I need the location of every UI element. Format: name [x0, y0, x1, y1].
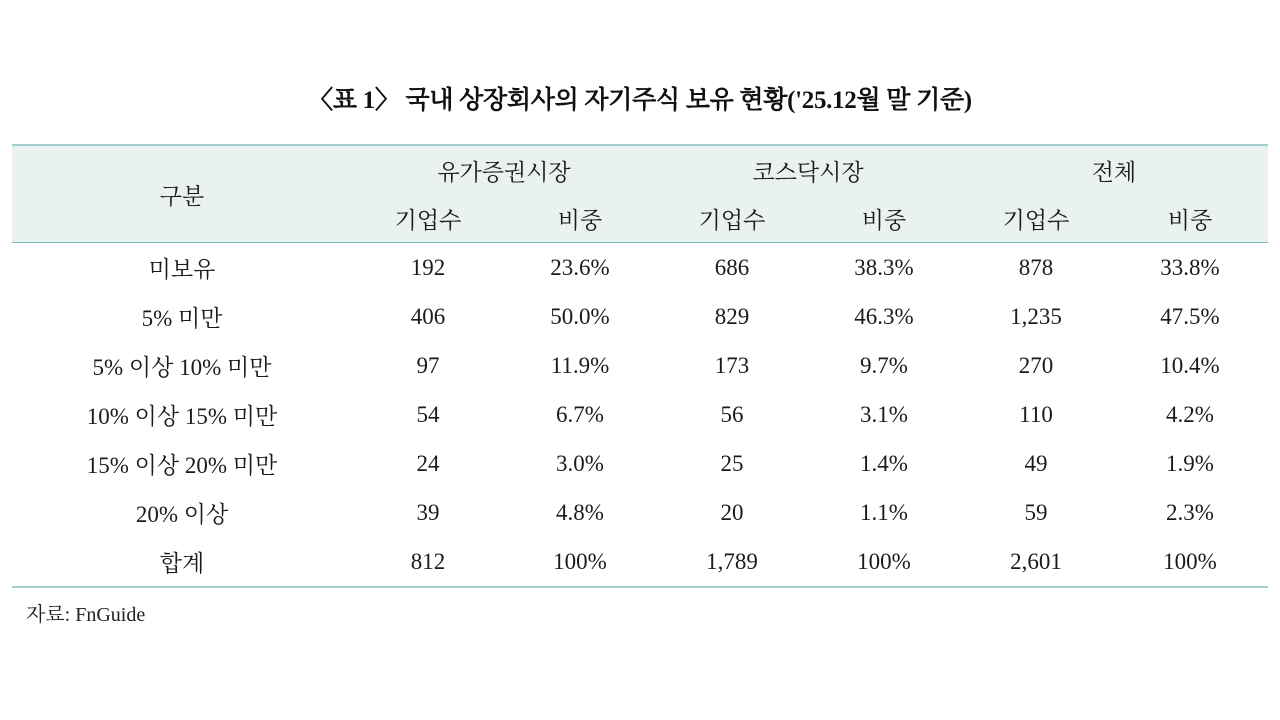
table-row-total [12, 537, 1268, 587]
table-container [0, 144, 1280, 627]
row-label: 미보유 [12, 243, 352, 293]
cell-kospi-count: 97 [352, 341, 504, 390]
cell-total-share: 1.9% [1112, 439, 1268, 488]
header-sub-kosdaq-share: 비중 [808, 194, 960, 243]
cell-total-count: 2,601 [960, 537, 1112, 587]
header-sub-kosdaq-count: 기업수 [656, 194, 808, 243]
cell-kosdaq-share: 3.1% [808, 390, 960, 439]
cell-kosdaq-share: 38.3% [808, 243, 960, 293]
row-label: 합계 [12, 537, 352, 587]
cell-total-share: 33.8% [1112, 243, 1268, 293]
table-row [12, 341, 1268, 390]
row-label: 20% 이상 [12, 488, 352, 537]
cell-kosdaq-share: 1.4% [808, 439, 960, 488]
row-label: 5% 미만 [12, 292, 352, 341]
table-body [12, 243, 1268, 588]
header-sub-kospi-share: 비중 [504, 194, 656, 243]
source-note: 자료: FnGuide [26, 604, 146, 626]
table-row [12, 292, 1268, 341]
cell-kospi-share: 3.0% [504, 439, 656, 488]
header-group-kosdaq: 코스닥시장 [656, 145, 960, 194]
cell-total-count: 110 [960, 390, 1112, 439]
cell-total-share: 47.5% [1112, 292, 1268, 341]
cell-total-count: 878 [960, 243, 1112, 293]
cell-kosdaq-count: 173 [656, 341, 808, 390]
cell-kosdaq-share: 1.1% [808, 488, 960, 537]
page-title: 〈표 1〉 국내 상장회사의 자기주식 보유 현황('25.12월 말 기준) [308, 87, 972, 114]
cell-kosdaq-count: 686 [656, 243, 808, 293]
header-sub-total-count: 기업수 [960, 194, 1112, 243]
cell-kosdaq-share: 9.7% [808, 341, 960, 390]
header-sub-kospi-count: 기업수 [352, 194, 504, 243]
cell-kosdaq-count: 56 [656, 390, 808, 439]
cell-total-share: 10.4% [1112, 341, 1268, 390]
cell-kospi-share: 6.7% [504, 390, 656, 439]
cell-total-count: 1,235 [960, 292, 1112, 341]
cell-kospi-count: 24 [352, 439, 504, 488]
cell-kospi-count: 406 [352, 292, 504, 341]
table-row [12, 390, 1268, 439]
cell-total-share: 2.3% [1112, 488, 1268, 537]
table-row [12, 243, 1268, 293]
cell-total-share: 100% [1112, 537, 1268, 587]
cell-kospi-count: 812 [352, 537, 504, 587]
cell-kospi-share: 50.0% [504, 292, 656, 341]
header-group-kospi: 유가증권시장 [352, 145, 656, 194]
cell-kosdaq-count: 1,789 [656, 537, 808, 587]
cell-kosdaq-share: 46.3% [808, 292, 960, 341]
cell-kospi-count: 192 [352, 243, 504, 293]
header-sub-total-share: 비중 [1112, 194, 1268, 243]
table-row [12, 439, 1268, 488]
cell-kospi-count: 39 [352, 488, 504, 537]
cell-kospi-share: 4.8% [504, 488, 656, 537]
row-label: 5% 이상 10% 미만 [12, 341, 352, 390]
cell-kospi-count: 54 [352, 390, 504, 439]
header-corner-label: 구분 [12, 145, 352, 243]
treasury-stock-table [12, 144, 1268, 588]
cell-kospi-share: 11.9% [504, 341, 656, 390]
row-label: 10% 이상 15% 미만 [12, 390, 352, 439]
cell-total-count: 59 [960, 488, 1112, 537]
row-label: 15% 이상 20% 미만 [12, 439, 352, 488]
table-header-row-groups [12, 145, 1268, 194]
cell-kospi-share: 100% [504, 537, 656, 587]
table-row [12, 488, 1268, 537]
table-header [12, 145, 1268, 243]
cell-kosdaq-count: 20 [656, 488, 808, 537]
cell-total-count: 270 [960, 341, 1112, 390]
cell-kosdaq-share: 100% [808, 537, 960, 587]
cell-total-share: 4.2% [1112, 390, 1268, 439]
cell-kosdaq-count: 829 [656, 292, 808, 341]
cell-kosdaq-count: 25 [656, 439, 808, 488]
cell-kospi-share: 23.6% [504, 243, 656, 293]
header-group-total: 전체 [960, 145, 1268, 194]
cell-total-count: 49 [960, 439, 1112, 488]
